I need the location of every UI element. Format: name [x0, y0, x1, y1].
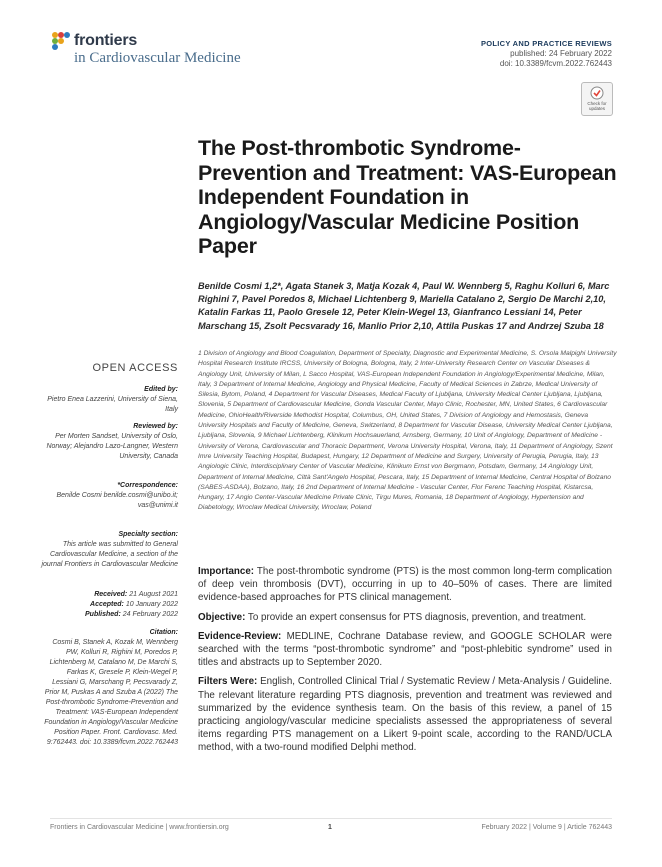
crossmark-icon [590, 86, 604, 100]
correspondence-block [40, 481, 178, 511]
accepted-date: 10 January 2022 [125, 601, 178, 608]
reviewed-by-label: Reviewed by: [133, 423, 178, 430]
open-access-label: OPEN ACCESS [92, 362, 178, 374]
footer-divider [50, 818, 612, 819]
specialty-value: This article was submitted to General Cardiovascular Medicine, a section of the journal Frontiers in Cardiovascular Medicine [41, 541, 178, 568]
abstract-importance [198, 565, 612, 605]
edited-by-value: Pietro Enea Lazzerini, University of Siena, Italy [47, 396, 178, 413]
footer-journal[interactable]: Frontiers in Cardiovascular Medicine | www.frontiersin.org [50, 824, 229, 831]
page-number: 1 [328, 824, 332, 831]
article-meta [481, 39, 612, 69]
affiliations: 1 Division of Angiology and Blood Coagulation, Department of Specialty, Diagnostic and Experimental Medicine, S. Orsola Malpighi University Hospital Research Institute IRCSS, University of Bologna, Bologna, Italy, 2 Inter-University Research Center on Vascular Diseases & Angiology Unit, University of Milan, L Sacco Hospital, VAS-European Independent Foundation in Angiology/Experimental Medicine, Milan, Italy, 3 Department of Internal Medicine, Angiology and Physical Medicine, Faculty of Medical Sciences in Zabrze, Medical University of Silesia, Bytom, Poland, 4 Department for Vascular Diseases, Medical Faculty of Ljubljana, University Medical Center Ljubljana, Ljubljana, Slovenia, 5 Department of Cardiovascular Medicine, Gonda Vascular Center, Mayo Clinic, Rochester, MN, United States, 6 Cardiovascular Medicine, OhioHealth/Riverside Methodist Hospital, Columbus, OH, United States, 7 Division of Angiology and Hemostasis, Geneva University Hospitals and Faculty of Medicine, Geneva, Switzerland, 8 Department for Vascular Disease, University Medical Center Ljubljana, Ljubljana, Slovenia, 9 Michael Lichtenberg, Klinikum Hochsauerland, Arnsberg, Germany, 10 Unit of Angiology, Department of Medicine - University of Verona, Cardiovascular and Thoracic Department, Verona University Hospital, Verona, Italy, 11 Department of Angiology, Szent Imre University Teaching Hospital, Budapest, Hungary, 12 Department of Medicine and Surgery, University of Perugia, Perugia, Italy, 13 Angiologic Clinic, Interdisciplinary Center of Vascular Medicine, Klinikum Ernst von Bergmann, Potsdam, Germany, 14 Angiology Unit, Department of Internal Medicine, Città Sant'Angelo Hospital, Pescara, Italy, 15 Department of Internal Medicine, Central Hospital of Bolzano (SABES-ASDAA), Bolzano, Italy, 16 2nd Department of Internal Medicine - Vascular Center, Flor Ferenc Teaching Hospital, Kistarcsa, Hungary, 17 Angio Center-Vascular Medicine Private Clinic, Tirgu Mures, Romania, 18 Department of Angiology, Hypertension and Diabetology, Wroclaw Medical University, Wroclaw, Poland [198, 350, 617, 512]
citation-block [40, 628, 178, 748]
journal-name: in Cardiovascular Medicine [74, 50, 241, 66]
article-type: POLICY AND PRACTICE REVIEWS [480, 39, 612, 48]
published-date-sidebar: 24 February 2022 [122, 611, 178, 618]
brand-name: frontiers [74, 32, 138, 49]
received-label: Received: [94, 591, 128, 598]
edited-by-label: Edited by: [144, 386, 178, 393]
abstract-evidence [198, 630, 612, 670]
accepted-label: Accepted: [90, 601, 124, 608]
importance-label: Importance: [198, 566, 255, 577]
specialty-label: Specialty section: [118, 531, 178, 538]
author-list: Benilde Cosmi 1,2*, Agata Stanek 3, Matja Kozak 4, Paul W. Wennberg 5, Raghu Kolluri 6, Marc Righini 7, Pavel Poredos 8, Michael Lichtenberg 9, Mariella Catalano 2, Sergio De Marchi 2,10, Katalin Farkas 11, Paolo Gresele 12, Peter Klein-Wegel 13, Gianfranco Lessiani 14, Peter Marschang 15, Zsolt Pecsvarady 16, Manlio Prior 2,10, Attila Puskas 17 and Andrzej Szuba 18 [198, 281, 610, 331]
citation-value: Cosmi B, Stanek A, Kozak M, Wennberg PW, Kolluri R, Righini M, Poredos P, Lichtenberg M, Catalano M, De Marchi S, Farkas K, Gresele P, Klein-Wegel P, Lessiani G, Marschang P, Pecsvarady Z, Prior M, Puskas A and Szuba A (2022) The Post-thrombotic Syndrome-Prevention and Treatment: VAS-European Independent Foundation in Angiology/Vascular Medicine Position Paper. Front. Cardiovasc. Med. 9:762443. doi: 10.3389/fcvm.2022.762443 [44, 639, 178, 746]
correspondence-value[interactable]: Benilde Cosmi benilde.cosmi@unibo.it; vas@unimi.it [56, 492, 178, 509]
specialty-block [40, 530, 178, 570]
reviewed-by-value: Per Morten Sandset, University of Oslo, Norway; Alejandro Lazo-Langner, Western University, Canada [46, 433, 178, 460]
check-for-updates-button[interactable] [581, 82, 613, 116]
received-date: 21 August 2021 [129, 591, 178, 598]
published-date: published: 24 February 2022 [510, 49, 612, 58]
dates-block [40, 590, 178, 620]
evidence-label: Evidence-Review: [198, 630, 282, 642]
filters-label: Filters Were: [198, 676, 258, 688]
reviewed-by-block [40, 422, 178, 462]
abstract [198, 565, 612, 761]
correspondence-label: *Correspondence: [117, 482, 178, 489]
objective-text: To provide an expert consensus for PTS diagnosis, prevention, and treatment. [247, 611, 587, 623]
published-label: Published: [85, 611, 121, 618]
article-title: The Post-thrombotic Syndrome-Prevention and Treatment: VAS-European Independent Foundation in Angiology/Vascular Medicine Position Paper [198, 136, 617, 258]
objective-label: Objective: [198, 611, 246, 623]
abstract-objective [198, 611, 612, 624]
frontiers-logo-icon [50, 30, 72, 52]
edited-by-block [40, 385, 178, 415]
crossmark-label: Check for updates [587, 101, 607, 111]
importance-text: The post-thrombotic syndrome (PTS) is the most common long-term complication of deep vein thrombosis (DVT), occurring in up to 40–50% of cases. There are limited evidence-based approaches for PTS clinical management. [198, 566, 613, 604]
footer-issue: February 2022 | Volume 9 | Article 762443 [481, 824, 612, 831]
citation-label: Citation: [149, 629, 178, 636]
journal-logo[interactable] [50, 30, 270, 70]
abstract-filters [198, 675, 612, 754]
filters-text: English, Controlled Clinical Trial / Systematic Review / Meta-Analysis / Guideline. The relevant literature regarding PTS diagnosis, prevention and treatment was reviewed and summarized by the evidence synthesis team. On the basis of this review, a panel of 15 practicing angiology/vascular medicine specialists assessed the appropriateness of several items regarding PTS management on a Likert 9-point scale, according to the RAND/UCLA method, with a two-round modified Delphi method. [198, 676, 612, 754]
evidence-text: MEDLINE, Cochrane Database review, and GOOGLE SCHOLAR were searched with the terms “post-thrombotic syndrome” and “post-phlebitic syndrome” used in titles and abstracts up to September 2020. [198, 630, 612, 669]
doi[interactable]: doi: 10.3389/fcvm.2022.762443 [499, 59, 612, 68]
